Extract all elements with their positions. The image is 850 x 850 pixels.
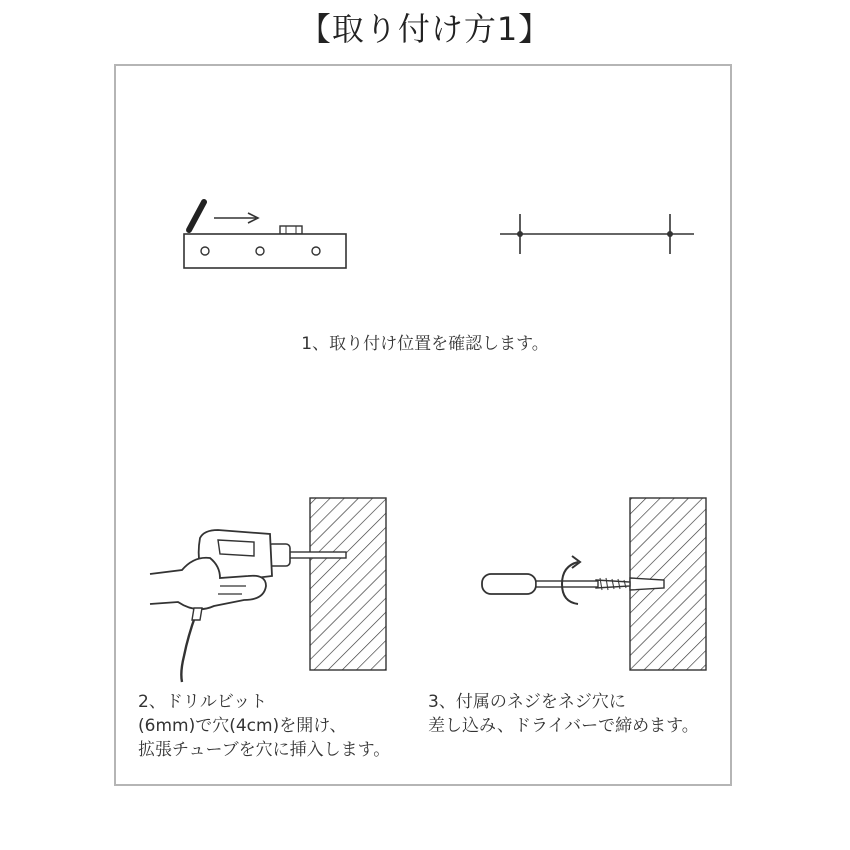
mark-point: [667, 231, 673, 237]
page-title: 【取り付け方1】: [298, 10, 552, 48]
step2-line: 拡張チューブを穴に挿入します。: [138, 740, 391, 760]
mark-point: [517, 231, 523, 237]
screwdriver-handle: [482, 574, 536, 594]
step3-line: 3、付属のネジをネジ穴に: [428, 692, 626, 712]
drill-bit: [288, 552, 346, 558]
drill-cord: [181, 614, 196, 682]
screw-hole: [201, 247, 209, 255]
step1-text: 1、取り付け位置を確認します。: [301, 334, 549, 354]
screwdriver-shaft: [536, 581, 598, 587]
position-marks-illustration: [498, 210, 698, 258]
step3-text: [428, 690, 699, 738]
screw-hole: [256, 247, 264, 255]
screwdriver-illustration: [478, 496, 708, 672]
step2-line: 2、ドリルビット: [138, 692, 268, 712]
pencil-icon: [189, 202, 204, 230]
wall: [310, 498, 386, 670]
screw-hole: [312, 247, 320, 255]
bracket-illustration: [180, 196, 350, 272]
drill-illustration: [148, 496, 388, 686]
step3-line: 差し込み、ドライバーで締めます。: [428, 716, 699, 736]
bubble-level: [280, 226, 302, 234]
step2-line: (6mm)で穴(4cm)を開け、: [138, 716, 347, 736]
wall-anchor: [630, 578, 664, 590]
step2-text: [138, 690, 390, 762]
